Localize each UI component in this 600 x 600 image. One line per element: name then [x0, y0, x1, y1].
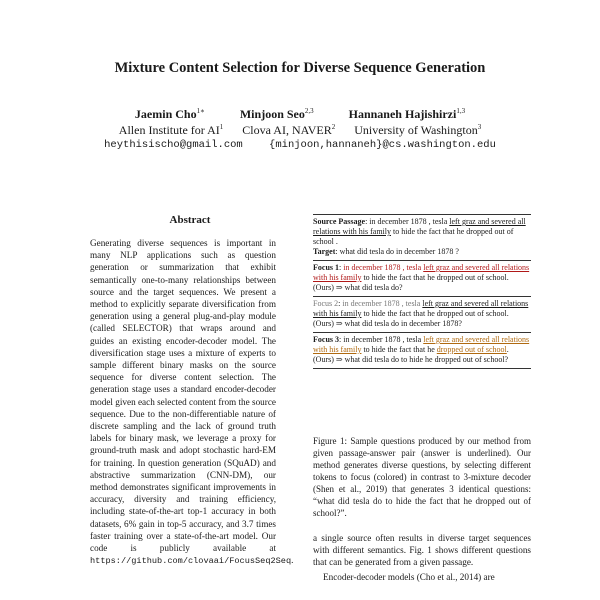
body-paragraph: Encoder-decoder models (Cho et al., 2014) are: [323, 571, 495, 582]
figure-caption: Figure 1: Sample questions produced by our method from given passage-answer pair (answer is underlined). Our method generates diverse questions, by selecting different tokens to focus (colored) in contrast to 3-mixture decoder (Shen et al., 2019) that generates 3 identical questions: “what did tesla do to hide the fact that he dropped out of school?”.: [313, 436, 531, 518]
abstract-heading: Abstract: [169, 214, 211, 226]
code-link[interactable]: https://github.com/clovaai/FocusSeq2Seq: [90, 556, 292, 567]
email-list: [0, 139, 600, 151]
affiliation-list: [0, 123, 600, 138]
author: Jaemin Cho$^{1∗}$: [134, 107, 205, 121]
figure-1: [313, 214, 531, 369]
author: Hannaneh Hajishirzi$^{1,3}$: [348, 107, 466, 121]
affiliation: Clova AI, NAVER$^2$: [242, 123, 336, 137]
affiliation: Allen Institute for $AI^1$: [118, 123, 224, 137]
module-name: SELECTOR: [122, 323, 169, 334]
email: {minjoon,hannaneh}@cs.washington.edu: [269, 139, 496, 151]
body-text: [313, 532, 531, 583]
body-paragraph: a single source often results in diverse target sequences with different semantics. Fig. 1 shows different questions that can be generated from a given passage.: [313, 533, 531, 568]
figure-focus-1: Focus 1: in december 1878 , tesla left graz and severed all relations with his family to hide the fact that he dropped out of school. (Ours) ⇒ what did tesla do?: [313, 261, 531, 297]
abstract-body: Generating diverse sequences is important in many NLP applications such as question generation or summarization that exhibit semantically one-to-many relationships between source and the target sequences. We present a method to explicitly separate diversification from generation using a general plug-and-play module (called SELECTOR) that wraps around and guides an existing encoder-decoder model. The diversification stage uses a mixture of experts to sample different binary masks on the source sequence for diverse content selection. The generation stage uses a standard encoder-decoder model given each selected content from the source sequence. Due to the non-differentiable nature of discrete sampling and the lack of ground truth labels for binary mask, we leverage a proxy for ground-truth mask and adopt stochastic hard-EM for training. In question generation (SQuAD) and abstractive summarization (CNN-DM), our method demonstrates significant improvements in accuracy, diversity and training efficiency, including state-of-the-art top-1 accuracy in both datasets, 6% gain in top-5 accuracy, and 3.7 times faster training over a state-of-the-art model. Our code is publicly available at https://github.com/clovaai/FocusSeq2Seq.: [90, 238, 294, 567]
author-list: [0, 107, 600, 122]
paper-title: Mixture Content Selection for Diverse Sequence Generation: [114, 60, 486, 76]
figure-focus-3: Focus 3: in december 1878 , tesla left graz and severed all relations with his family to hide the fact that he dropped out of school. (Ours) ⇒ what did tesla do to hide he dropped out of school?: [313, 333, 531, 369]
affiliation: University of Washington$^3$: [354, 123, 482, 137]
figure-source-block: Source Passage: in december 1878 , tesla left graz and severed all relations with his family to hide the fact that he dropped out of school . Target: what did tesla do in december 1878 ?: [313, 215, 531, 261]
email: heythisischo@gmail.com: [104, 139, 243, 151]
author: Minjoon Seo$^{2,3}$: [239, 107, 314, 121]
figure-focus-2: Focus 2: in december 1878 , tesla left graz and severed all relations with his family to hide the fact that he dropped out of school. (Ours) ⇒ what did tesla do in december 1878?: [313, 297, 531, 333]
